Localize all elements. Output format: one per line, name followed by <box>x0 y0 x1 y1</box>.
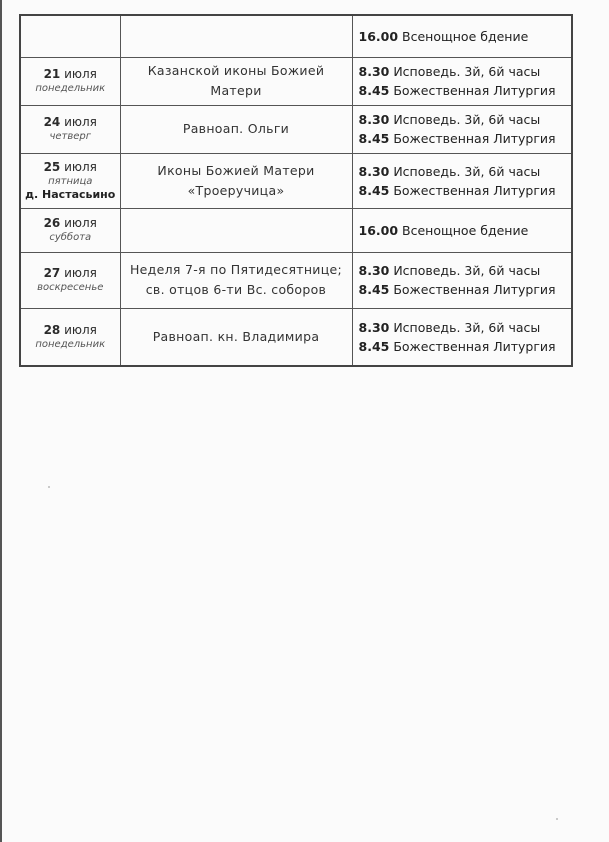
service-name: Всенощное бдение <box>402 222 529 238</box>
month: июля <box>64 216 97 230</box>
schedule-row <box>20 308 572 366</box>
schedule-body <box>20 15 572 366</box>
date-cell <box>20 208 120 252</box>
weekday: суббота <box>49 232 92 243</box>
schedule-row <box>20 57 572 105</box>
service-line <box>359 221 572 240</box>
service-line <box>359 337 572 356</box>
schedule-row <box>20 105 572 153</box>
service-name: Исповедь. 3й, 6й часы <box>393 64 541 79</box>
date-line <box>23 216 118 231</box>
month: июля <box>64 67 97 81</box>
date-cell <box>20 252 120 308</box>
day-number: 21 <box>43 67 61 81</box>
feast-cell: Равноап. кн. Владимира <box>120 308 352 366</box>
services-cell <box>352 57 572 105</box>
date-cell <box>20 153 120 208</box>
service-name: Исповедь. 3й, 6й часы <box>393 319 541 335</box>
service-time: 8.45 <box>358 338 390 354</box>
service-name: Исповедь. 3й, 6й часы <box>393 263 541 278</box>
service-line <box>359 318 572 337</box>
service-name: Исповедь. 3й, 6й часы <box>393 112 541 127</box>
service-line <box>359 110 572 129</box>
feast-cell: Неделя 7-я по Пятидесятнице; св. отцов 6-ти Вс. соборов <box>120 252 352 308</box>
service-line <box>359 81 572 100</box>
schedule-row <box>20 208 572 252</box>
weekday: воскресенье <box>37 282 104 293</box>
service-line <box>359 129 572 148</box>
date-line <box>23 323 118 338</box>
service-name: Божественная Литургия <box>393 338 556 354</box>
day-number: 25 <box>43 159 61 174</box>
date-line <box>23 266 118 281</box>
page-edge <box>0 0 2 842</box>
feast-cell: Иконы Божией Матери «Троеручица» <box>120 153 352 208</box>
service-time: 8.45 <box>358 131 390 146</box>
month: июля <box>64 266 97 280</box>
service-line <box>359 27 572 46</box>
service-time: 8.45 <box>358 182 390 198</box>
month: июля <box>64 159 97 174</box>
feast-cell <box>120 208 352 252</box>
service-time: 8.30 <box>358 263 390 278</box>
service-line <box>359 162 572 181</box>
service-name: Всенощное бдение <box>402 28 529 44</box>
date-line <box>23 67 118 82</box>
date-line <box>23 115 118 130</box>
date-line <box>23 160 118 175</box>
service-time: 8.30 <box>358 64 390 79</box>
day-number: 24 <box>43 115 61 129</box>
service-name: Божественная Литургия <box>393 131 556 146</box>
service-name: Исповедь. 3й, 6й часы <box>393 163 541 179</box>
service-line <box>359 261 572 280</box>
scan-speck <box>48 486 50 488</box>
day-number: 27 <box>43 266 61 280</box>
services-cell <box>352 153 572 208</box>
service-time: 8.45 <box>358 282 390 297</box>
service-time: 16.00 <box>358 222 399 238</box>
service-line <box>359 62 572 81</box>
service-name: Божественная Литургия <box>393 282 556 297</box>
service-time: 8.45 <box>358 83 390 98</box>
scan-speck <box>556 818 558 820</box>
weekday: понедельник <box>35 338 106 350</box>
month: июля <box>64 322 97 337</box>
service-line <box>359 280 572 299</box>
services-cell <box>352 308 572 366</box>
place: д. Настасьино <box>25 187 116 201</box>
date-cell <box>20 105 120 153</box>
feast-cell: Равноап. Ольги <box>120 105 352 153</box>
services-cell <box>352 105 572 153</box>
date-cell <box>20 308 120 366</box>
weekday: понедельник <box>35 83 106 94</box>
services-cell <box>352 208 572 252</box>
feast-cell: Казанской иконы Божией Матери <box>120 57 352 105</box>
day-number: 26 <box>43 216 61 230</box>
month: июля <box>64 115 97 129</box>
service-name: Божественная Литургия <box>393 83 556 98</box>
weekday: четверг <box>49 131 92 142</box>
date-cell <box>20 57 120 105</box>
schedule-row <box>20 153 572 208</box>
services-cell <box>352 15 572 57</box>
service-time: 8.30 <box>358 112 390 127</box>
weekday: пятница <box>48 175 93 187</box>
services-cell <box>352 252 572 308</box>
service-line <box>359 181 572 200</box>
schedule-row <box>20 15 572 57</box>
date-cell <box>20 15 120 57</box>
day-number: 28 <box>43 322 61 337</box>
service-time: 16.00 <box>358 28 399 44</box>
service-time: 8.30 <box>358 163 390 179</box>
schedule-row <box>20 252 572 308</box>
service-time: 8.30 <box>358 319 390 335</box>
feast-cell <box>120 15 352 57</box>
service-name: Божественная Литургия <box>393 182 556 198</box>
schedule-table <box>19 14 573 367</box>
